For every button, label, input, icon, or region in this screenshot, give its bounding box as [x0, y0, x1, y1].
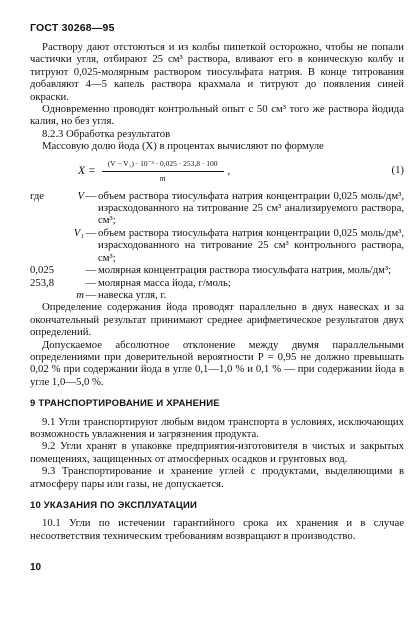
definition-lead [30, 289, 60, 301]
definition-dash: — [85, 264, 97, 277]
paragraph: 9.1 Угли транспортируют любым видом транспорта в условиях, исключающих возможность увлажнения и загрязнения продукта. [30, 415, 404, 440]
paragraph: Допускаемое абсолютное отклонение между двумя параллельными определениями при доверительной вероятности P = 0,95 не должно превышать 0,02 % при содержании йода в угле 0,1—1,0 % и 0,1 % — при содержании йода в угле 1,0—5,0 %. [30, 338, 404, 388]
formula-trailing: , [227, 165, 231, 178]
document-header: ГОСТ 30268—95 [30, 22, 115, 34]
definition-text: объем раствора тиосульфата натрия концентрации 0,025 моль/дм³, израсходованного на титрование 25 см³ анализируемого раствора, см³; [98, 189, 404, 227]
definition-item [30, 190, 404, 227]
formula-denominator: m [159, 174, 166, 184]
equation-number: (1) [391, 163, 404, 176]
definition-lead [30, 227, 60, 264]
definition-dash: — [85, 226, 97, 239]
definition-dash: — [85, 189, 97, 202]
section-heading-9: 9 ТРАНСПОРТИРОВАНИЕ И ХРАНЕНИЕ [30, 398, 220, 410]
definition-item [30, 277, 404, 289]
section-heading-8-2-3: 8.2.3 Обработка результатов [42, 127, 171, 140]
definition-item [30, 289, 404, 301]
definition-text: молярная концентрация раствора тиосульфата натрия, моль/дм³; [98, 264, 392, 277]
definition-text: навеска угля, г. [98, 288, 167, 301]
paragraph: 9.2 Угли хранят в упаковке предприятия-изготовителя в чистых и закрытых помещениях, защищенных от атмосферных осадков и грунтовых вод. [30, 440, 404, 465]
definition-lead: 0,025 [30, 264, 55, 277]
formula [78, 158, 230, 186]
formula-intro: Массовую долю йода (X) в процентах вычисляют по формуле [42, 140, 324, 153]
definition-symbol: V [77, 189, 84, 202]
page-number: 10 [30, 562, 42, 573]
definition-item [30, 264, 404, 276]
definition-text: объем раствора тиосульфата натрия концентрации 0,025 моль/дм³, израсходованного на титрование 25 см³ контрольного раствора, см³; [98, 226, 404, 264]
definition-symbol: m [76, 288, 84, 301]
definition-symbol [60, 277, 84, 289]
formula-block [30, 156, 404, 186]
paragraph: Одновременно проводят контрольный опыт с 50 см³ того же раствора йодида калия, но без угля. [30, 103, 404, 128]
definition-text: молярная масса йода, г/моль; [98, 276, 231, 289]
formula-numerator: (V − V₁) · 10⁻³ · 0,025 · 253,8 · 100 [102, 158, 224, 172]
section-heading-10: 10 УКАЗАНИЯ ПО ЭКСПЛУАТАЦИИ [30, 500, 198, 511]
paragraph: 9.3 Транспортирование и хранение углей с продуктами, выделяющими в атмосферу пары или газы, не допускается. [30, 465, 404, 490]
definition-dash: — [85, 288, 97, 301]
definition-symbol [60, 264, 84, 276]
definition-symbol: V₁ [73, 226, 84, 239]
paragraph: Определение содержания йода проводят параллельно в двух навесках и за окончательный результат принимают среднее арифметическое результатов двух определений. [30, 301, 404, 339]
definitions-list [30, 190, 404, 302]
formula-fraction [102, 158, 224, 186]
formula-lhs: X = [78, 165, 96, 178]
paragraph: Раствору дают отстоються и из колбы пипеткой осторожно, чтобы не попали частички угля, отбирают 25 см³ раствора, вливают его в коническую колбу и титруют 0,025-молярным раствором тиосульфата натрия. В конце титрования добавляют 4—5 капель раствора крахмала и титруют до появления синей окраски. [30, 41, 404, 103]
definition-dash: — [85, 276, 97, 289]
definition-lead: где [30, 189, 45, 202]
paragraph: 10.1 Угли по истечении гарантийного срока их хранения и в случае несоответствия техническим требованиям возвращают в производство. [30, 517, 404, 542]
definition-item [30, 227, 404, 264]
definition-lead: 253,8 [30, 276, 55, 289]
document-body [30, 41, 404, 542]
